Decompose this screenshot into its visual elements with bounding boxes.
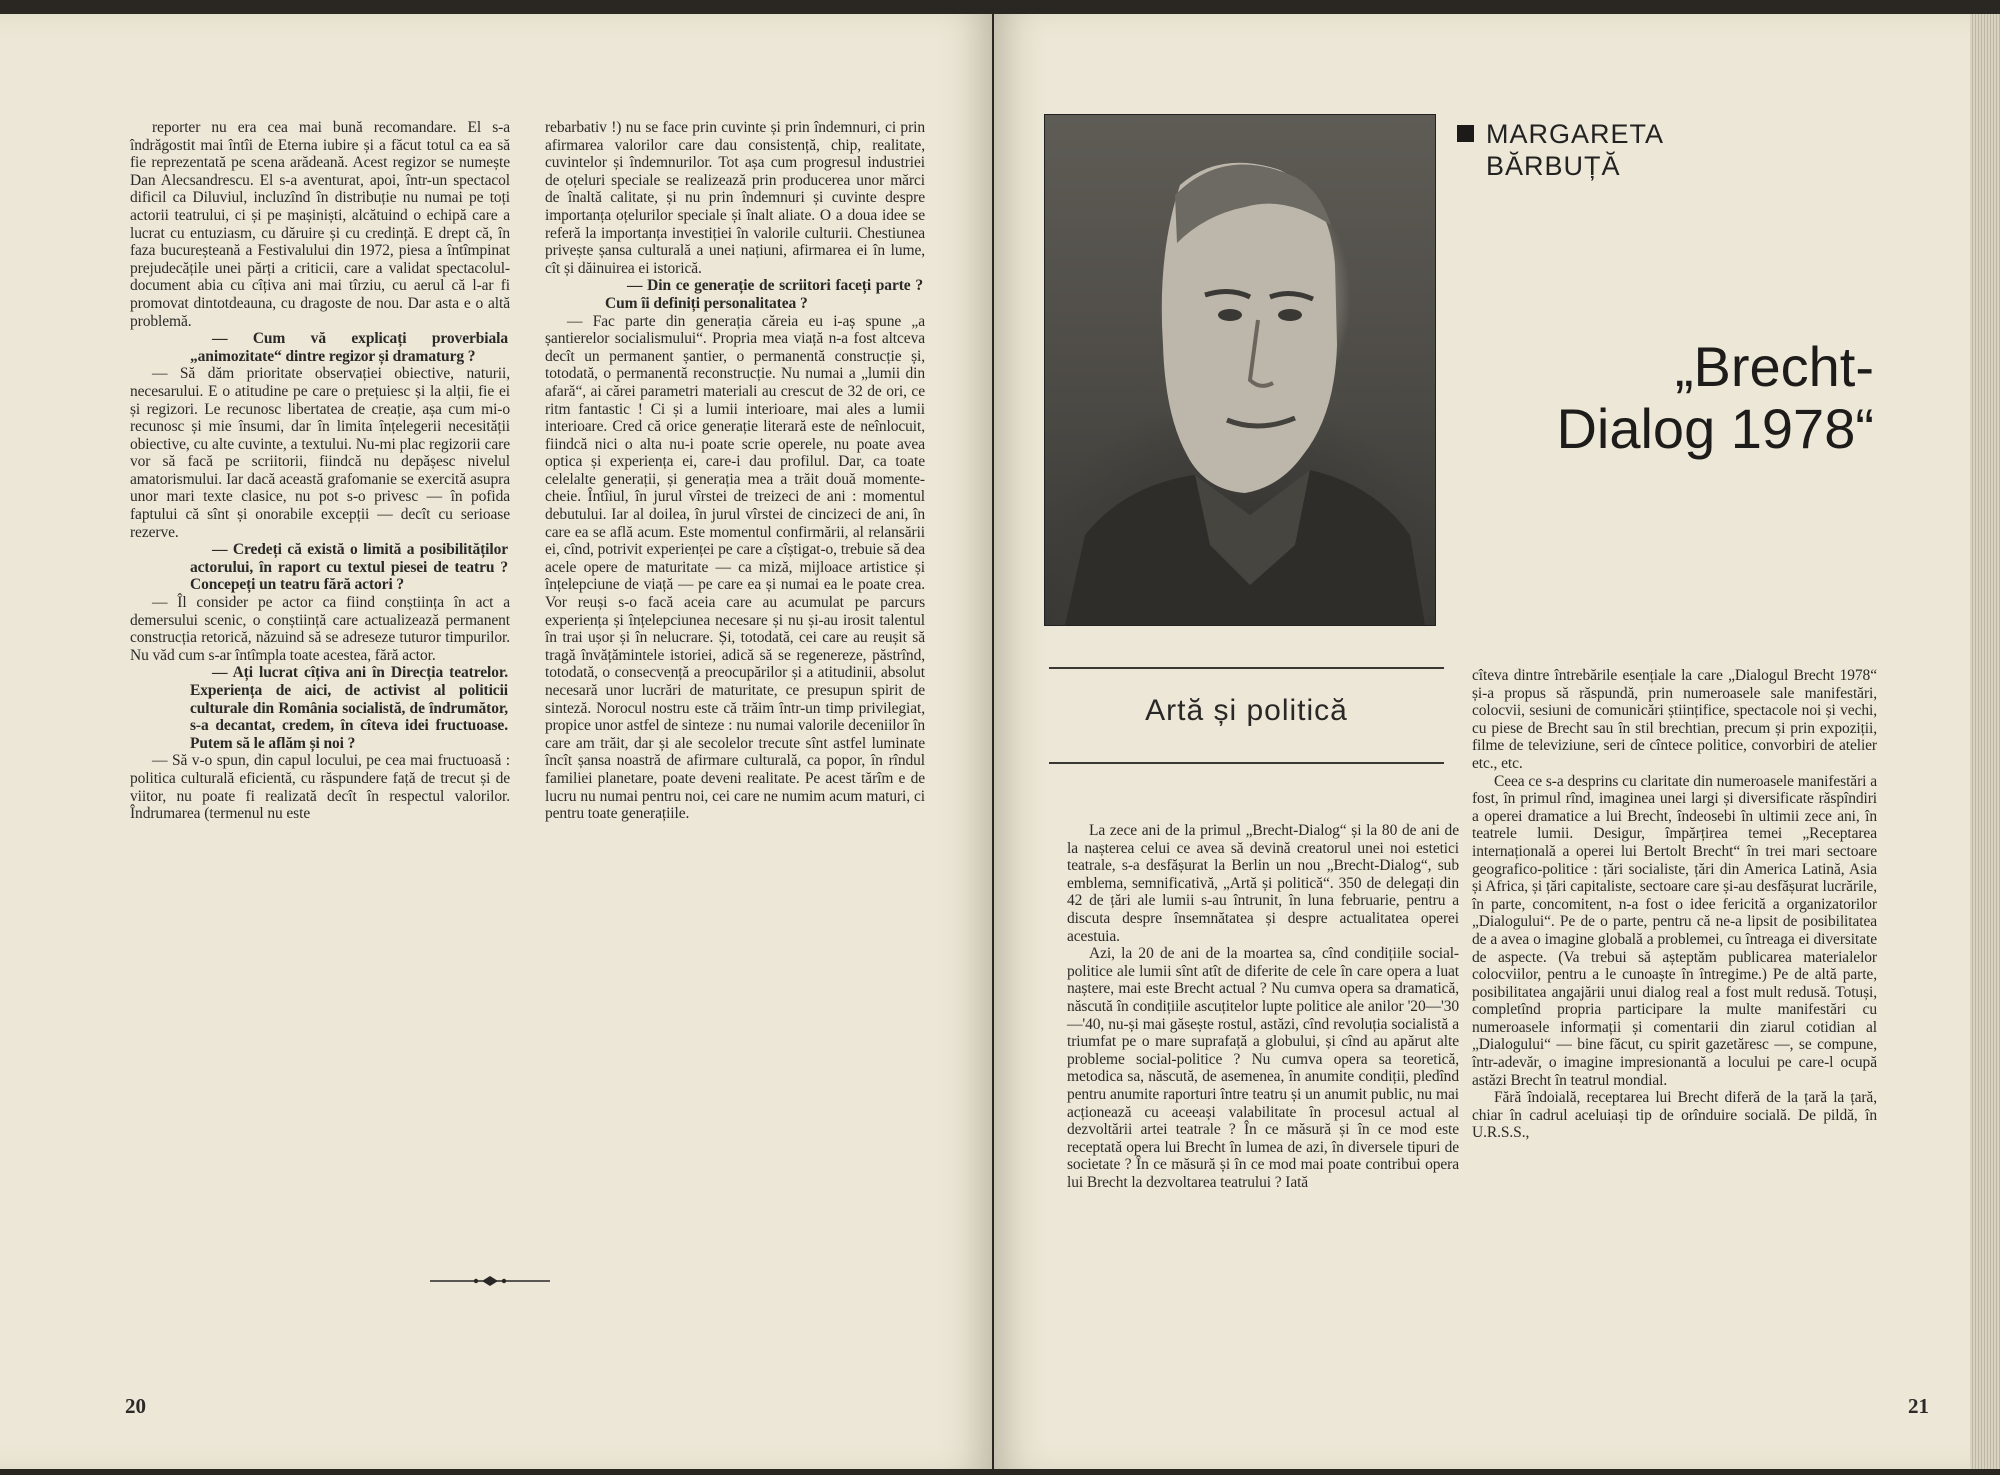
author-portrait-photo bbox=[1044, 114, 1436, 626]
section-rule-bottom bbox=[1049, 762, 1444, 764]
section-rule-top bbox=[1049, 667, 1444, 669]
interview-question: — Cum vă explicați proverbiala „animozitate“ dintre regizor și dramaturg ? bbox=[190, 330, 508, 365]
paragraph: — Să dăm prioritate observației obiective, naturii, necesarului. E o atitudine pe care o prețuiesc și la alții, fie ei și regizori. Le recunosc libertatea de creație, așa cum mi-o recunosc și mie însumi, dar în limita înțelegerii necesității obiective, cu alte cuvinte, a textului. Nu-mi plac regizorii care vor să facă pe scriitorii, fiindcă nu depășesc nivelul amatorismului. Iar dacă această grafomanie se exercită asupra unor mari texte clasice, nu pot s-o privesc — în pofida faptului că sînt și onorabile excepții — decît cu serioase rezerve. bbox=[130, 365, 510, 541]
paragraph: rebarbativ !) nu se face prin cuvinte și prin îndemnuri, ci prin afirmarea valorilor care dau consistență, chip, realitate, cuvintelor și îndemnurilor. Tot așa cum progresul industriei de oțeluri speciale se realizează prin producerea unor mărci de înaltă calitate, și nu prin îndemnuri și cuvinte despre importanța oțelurilor speciale și înalt aliate. O a doua idee se referă la importanța investiției în valorile culturii. Chestiunea privește șansa culturală a unei națiuni, afirmarea ei în lume, cît și dăinuirea ei istorică. bbox=[545, 119, 925, 277]
article-title bbox=[1556, 336, 1874, 460]
author-last-name: BĂRBUȚĂ bbox=[1486, 151, 1621, 181]
left-column-1 bbox=[130, 119, 510, 823]
page-number-left: 20 bbox=[125, 1394, 146, 1418]
ornament-divider-icon bbox=[430, 1275, 550, 1287]
paragraph: Fără îndoială, receptarea lui Brecht diferă de la țară la țară, chiar în cadrul aceluiași tip de orînduire socială. De pildă, în U.R.S.S., bbox=[1472, 1089, 1877, 1142]
interview-question: — Ați lucrat cîțiva ani în Direcția teatrelor. Experiența de aici, de activist al politicii culturale din România socialistă, de îndrumător, s-a decantat, credem, în cîteva idei fructuoase. Putem să le aflăm și noi ? bbox=[190, 664, 508, 752]
paragraph: — Fac parte din generația căreia eu i-aș spune „a șantierelor socialismului“. Propria mea viață n-a fost altceva decît un permanent șantier, o permanentă construcție și, totodată, o permanentă reconstrucție. Nu numai a „lumii din afară“, ai cărei parametri materiali au crescut de 32 de ori, ce ritm fantastic ! Ci și a lumii interioare, mai ales a lumii interioare. Cred că orice generație literară este de neînlocuit, fiindcă nici o alta nu-i poate scrie operele, nu poate avea optica și experiența ei, care-i dau profilul. Dar, ca toate celelalte generații, și generația mea a trăit două momente-cheie. Întîiul, în jurul vîrstei de treizeci de ani : momentul debutului. Iar al doilea, în jurul vîrstei de cincizeci de ani, în care ea se află acum. Este momentul confirmării, al relansării ei, cînd, potrivit experienței pe care a cîștigat-o, trebuie să dea acele opere de maturitate — ca miză, mijloace artistice și înțelepciune de viață — pe care ea și numai ea le poate crea. Vor reuși s-o facă aceia care au acumulat pe parcurs experiența și înțelepciunea necesare și nu și-au irosit talentul în trai ușor și în nelucrare. Și, totodată, cei care au reușit să tragă învățămintele istoriei, adică să se regenereze, păstrînd, totodată, o consecvență a preocupărilor și a atitudinii, absolut necesară unor lucrări de maturitate, ce presupun spirit de sinteză. Norocul nostru este că trăim într-un timp privilegiat, propice unor astfel de sinteze : nu numai valorile deceniilor în care am trăit, dar și ale secolelor trecute sînt astfel luminate încît șansa noastră de afirmare culturală, ca popor, în rîndul familiei planetare, poate deveni realitate. Pe acest tărîm e de lucru nu numai pentru noi, cei care ne numim acum maturi, ci pentru toate generațiile. bbox=[545, 312, 925, 823]
left-page bbox=[0, 14, 992, 1469]
paragraph: reporter nu era cea mai bună recomandare. El s-a îndrăgostit mai întîi de Eterna iubire și a făcut totul ca ea să fie reprezentată pe scena arădeană. Acest regizor se numește Dan Alecsandrescu. El s-a aventurat, apoi, într-un spectacol dificil ca Diluviul, incluzînd în distribuție nu numai pe toți actorii teatrului, ci și pe mașiniști, alcătuind o echipă care a lucrat cu entuziasm, cu dăruire și cu credință. E drept că, în faza bucureșteană a Festivalului din 1972, piesa a întîmpinat prejudecățile unei părți a criticii, care a validat spectacolul-document abia cu cîțiva ani mai tîrziu, cu aerul că l-ar fi promovat dintotdeauna, cu dragoste de nou. Dar asta e o altă problemă. bbox=[130, 119, 510, 330]
paragraph: — Să v-o spun, din capul locului, pe cea mai fructuoasă : politica culturală eficientă, cu răspundere față de trecut și de viitor, nu poate fi realizată decît în respectul valorilor. Îndrumarea (termenul nu este bbox=[130, 752, 510, 823]
page-number-right: 21 bbox=[1908, 1394, 1929, 1418]
right-page bbox=[994, 14, 1994, 1469]
page-edge-strip bbox=[1970, 14, 2000, 1469]
section-title: Artă și politică bbox=[1145, 694, 1348, 727]
interview-question: — Credeți că există o limită a posibilităților actorului, în raport cu textul piesei de teatru ? Concepeți un teatru fără actori ? bbox=[190, 541, 508, 594]
interview-question: — Din ce generație de scriitori faceți parte ? Cum îi definiți personalitatea ? bbox=[605, 277, 923, 312]
paragraph: Azi, la 20 de ani de la moartea sa, cînd condițiile social-politice ale lumii sînt atît de diferite de cele în care opera a luat naștere, mai este Brecht actual ? Nu cumva opera sa dramatică, născută în condițiile ascuțitelor lupte politice ale anilor '20—'30—'40, nu-și mai găsește rostul, astăzi, cînd revoluția socialistă a triumfat pe o mare suprafață a globului, și cînd au apărut alte probleme social-politice ? Nu cumva opera sa teoretică, metodica sa, născută, de asemenea, în anumite condiții, pledînd pentru anumite raporturi între teatru și un anumit public, nu mai acționează cu aceeași valabilitate în procesul actual al dezvoltării artei teatrale ? În ce măsură și în ce mod este receptată opera lui Brecht în lumea de azi, în diversele tipuri de societate ? În ce măsură și în ce mod mai poate contribui opera lui Brecht la dezvoltarea teatrului ? Iată bbox=[1067, 945, 1459, 1191]
article-title-line-2: Dialog 1978“ bbox=[1556, 397, 1874, 460]
right-column-1 bbox=[1067, 822, 1459, 1191]
article-title-line-1: „Brecht- bbox=[1674, 335, 1874, 398]
paragraph: — Îl consider pe actor ca fiind conștiința în act a demersului scenic, o conștiință care actualizează permanent construcția retorică, năzuind să se adreseze tuturor timpurilor. Nu văd cum s-ar întîmpla toate acestea, fără actor. bbox=[130, 594, 510, 664]
left-column-2 bbox=[545, 119, 925, 823]
paragraph: cîteva dintre întrebările esențiale la care „Dialogul Brecht 1978“ și-a propus să răspundă, prin numeroasele sale manifestări, colocvii, sesiuni de comunicări științifice, spectacole noi și vechi, cu piese de Brecht sau în stil brechtian, precum și prin expoziții, filme de televiziune, seri de cîntece politice, convorbiri de atelier etc., etc. bbox=[1472, 667, 1877, 772]
portrait-illustration-icon bbox=[1045, 115, 1435, 625]
author-first-name: MARGARETA bbox=[1486, 119, 1665, 149]
paragraph: La zece ani de la primul „Brecht-Dialog“ și la 80 de ani de la nașterea celui ce avea să devină creatorul unei noi estetici teatrale, s-a desfășurat la Berlin un nou „Brecht-Dialog“, sub emblema, semnificativă, „Artă și politică“. 350 de delegați din 42 de țări ale lumii s-au întrunit, în luna februarie, pentru a discuta despre însemnătatea și despre actualitatea operei acestuia. bbox=[1067, 822, 1459, 945]
paragraph: Ceea ce s-a desprins cu claritate din numeroasele manifestări a fost, în primul rînd, imaginea unei largi și diversificate răspîndiri a operei dramatice a lui Brecht, îndeosebi în ultimii zece ani, în teatrele lumii. Desigur, împărțirea temei „Receptarea internațională a operei lui Bertolt Brecht“ în trei mari sectoare geografico-politice : țări socialiste, țări din America Latină, Asia și Africa, și țări capitaliste, sectoare care și-au desfășurat lucrările, în parte, concomitent, n-a fost o idee fericită a organizatorilor „Dialogului“. Pe de o parte, pentru că ne-a lipsit de posibilitatea de a avea o imagine globală a problemei, cu întreaga ei diversitate de aspecte. (Va trebui să așteptăm publicarea materialelor colocviilor, pentru a le cunoaște în întregime.) Pe de altă parte, posibilitatea angajării unui dialog real a fost mult redusă. Totuși, completînd propria participare la multe manifestări cu numeroasele informații și comentarii din ziarul cotidian al „Dialogului“ — bine făcut, cu spirit gazetăresc —, se compune, într-adevăr, o imagine impresionantă a locului pe care-l ocupă astăzi Brecht în teatrul mondial. bbox=[1472, 772, 1877, 1089]
bullet-square-icon bbox=[1457, 125, 1474, 142]
right-column-2 bbox=[1472, 667, 1877, 1142]
author-byline bbox=[1457, 118, 1664, 182]
